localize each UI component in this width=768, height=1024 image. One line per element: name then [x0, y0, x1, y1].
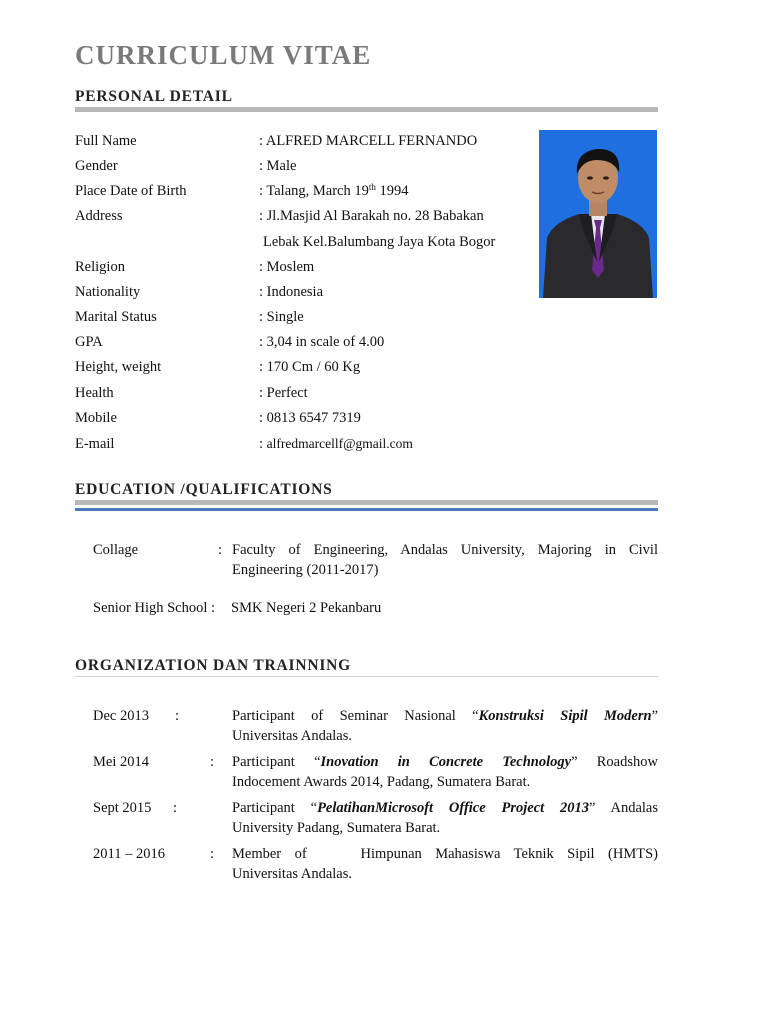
org-item-line-2: Universitas Andalas.: [232, 728, 353, 744]
mobile-value: : 0813 6547 7319: [259, 410, 361, 426]
gpa-label: GPA: [75, 334, 103, 350]
address-line-1: : Jl.Masjid Al Barakah no. 28 Babakan: [259, 208, 484, 224]
height-weight-label: Height, weight: [75, 359, 162, 375]
org-item-text: Participant of Seminar Nasional “: [232, 708, 479, 724]
org-item-line-2: Universitas Andalas.: [232, 866, 353, 882]
birth-value-suffix: th: [368, 182, 376, 192]
gender-label: Gender: [75, 158, 118, 174]
mobile-label: Mobile: [75, 410, 117, 426]
portrait-icon: [539, 130, 657, 298]
org-item-title: Inovation in Concrete Technology: [320, 754, 572, 770]
nationality-label: Nationality: [75, 284, 141, 300]
section-divider: [75, 500, 658, 505]
religion-value: : Moslem: [259, 259, 315, 275]
marital-label: Marital Status: [75, 309, 157, 325]
org-item-title: PelatihanMicrosoft Office Project 2013: [317, 800, 590, 816]
org-item-line-1: [232, 752, 658, 772]
birth-value: [259, 183, 409, 200]
health-value: : Perfect: [259, 385, 308, 401]
high-school-label: Senior High School :: [93, 600, 216, 616]
org-item-text: Participant “: [232, 754, 321, 770]
college-line-2: Engineering (2011-2017): [232, 562, 379, 578]
nationality-value: : Indonesia: [259, 284, 324, 300]
height-weight-value: : 170 Cm / 60 Kg: [259, 359, 361, 375]
section-divider: [75, 107, 658, 112]
college-colon: :: [218, 542, 223, 558]
email-colon: :: [259, 436, 267, 452]
college-line-1: Faculty of Engineering, Andalas University, Majoring in Civil: [232, 542, 658, 558]
section-heading-personal: PERSONAL DETAIL: [75, 88, 233, 105]
high-school-value: SMK Negeri 2 Pekanbaru: [231, 600, 382, 616]
birth-label: Place Date of Birth: [75, 183, 187, 199]
org-item-line-1: [232, 798, 658, 818]
birth-value-main: : Talang, March 19: [259, 183, 369, 199]
email-label: E-mail: [75, 436, 115, 452]
address-line-2: Lebak Kel.Balumbang Jaya Kota Bogor: [263, 234, 496, 250]
gender-value: : Male: [259, 158, 297, 174]
health-label: Health: [75, 385, 114, 401]
document-title: CURRICULUM VITAE: [75, 40, 372, 70]
org-item-title: Konstruksi Sipil Modern: [478, 708, 652, 724]
org-item-text-end: ” Andalas: [589, 800, 658, 816]
address-label: Address: [75, 208, 123, 224]
marital-value: : Single: [259, 309, 304, 325]
org-colon: :: [173, 800, 178, 816]
org-item-line-2: Indocement Awards 2014, Padang, Sumatera Barat.: [232, 774, 531, 790]
full-name-value: : ALFRED MARCELL FERNANDO: [259, 133, 478, 149]
org-date: Dec 2013: [93, 708, 149, 724]
org-item-line-2: University Padang, Sumatera Barat.: [232, 820, 441, 836]
college-label: Collage: [93, 542, 139, 558]
full-name-label: Full Name: [75, 133, 137, 149]
email-value: [259, 436, 413, 453]
org-item-line-1: [232, 706, 658, 726]
section-heading-education: EDUCATION /QUALIFICATIONS: [75, 481, 333, 498]
section-heading-organization: ORGANIZATION DAN TRAINNING: [75, 657, 352, 674]
org-colon: :: [210, 846, 215, 862]
portrait-photo: [539, 130, 657, 298]
gpa-value: : 3,04 in scale of 4.00: [259, 334, 385, 350]
birth-value-year: 1994: [375, 183, 409, 199]
org-date: 2011 – 2016: [93, 846, 165, 862]
org-item-line-1: Member of Himpunan Mahasiswa Teknik Sipil (HMTS): [232, 846, 658, 862]
org-item-text-end: ”: [651, 708, 658, 724]
org-colon: :: [175, 708, 180, 724]
org-item-text: Participant “: [232, 800, 318, 816]
org-colon: :: [210, 754, 215, 770]
org-date: Sept 2015: [93, 800, 152, 816]
org-item-text-end: ” Roadshow: [571, 754, 658, 770]
email-address: alfredmarcellf@gmail.com: [266, 436, 413, 451]
section-divider: [75, 676, 658, 677]
section-divider-accent: [75, 508, 658, 511]
org-date: Mei 2014: [93, 754, 149, 770]
religion-label: Religion: [75, 259, 125, 275]
